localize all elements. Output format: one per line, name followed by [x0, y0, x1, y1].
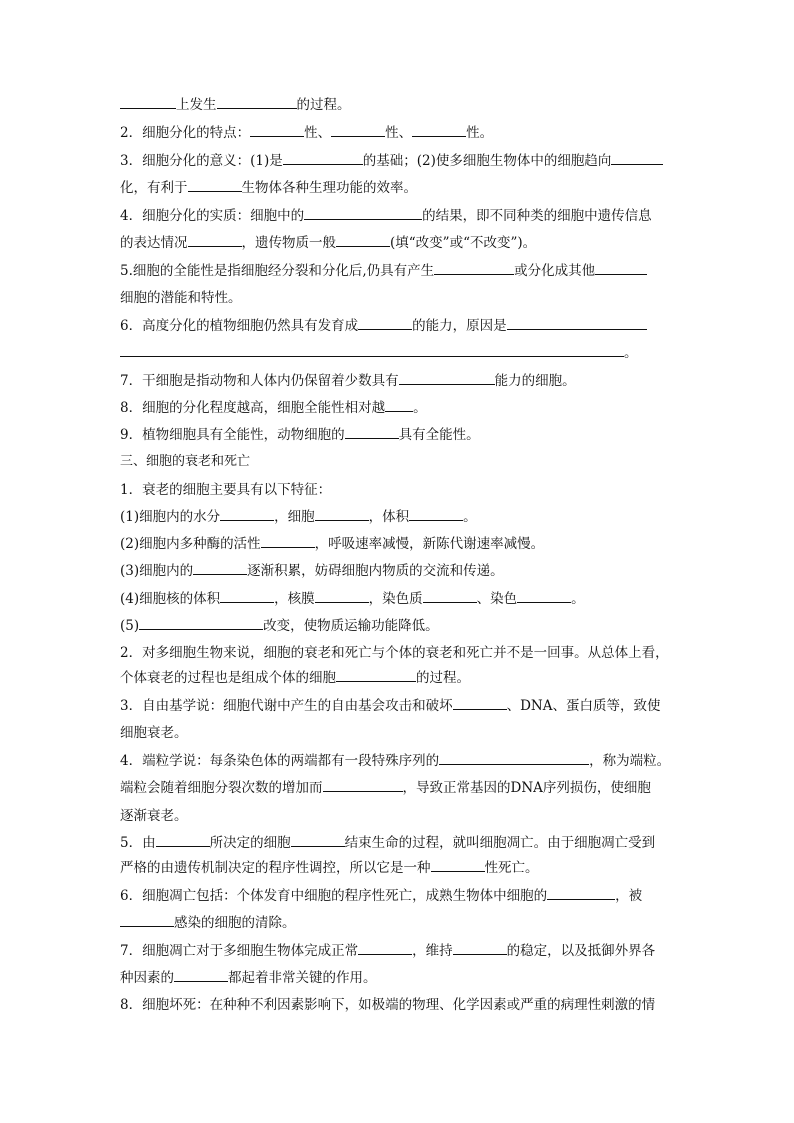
text-line [120, 834, 680, 852]
text-line [120, 669, 680, 687]
text-fragment: 的稳定，以及抵御外界各 [506, 943, 656, 959]
text-line [120, 289, 680, 307]
text-fragment: (2)细胞内多种酶的活性 [120, 536, 261, 552]
text-fragment: ，染色质 [368, 591, 423, 607]
text-fragment: 逐渐衰老。 [120, 808, 188, 824]
text-fragment: 上发生 [176, 97, 217, 113]
text-fragment: (5) [120, 618, 140, 634]
text-line [120, 535, 680, 553]
text-fragment: 、DNA、蛋白质等，致使 [506, 698, 661, 714]
text-line [120, 859, 680, 877]
text-line [120, 969, 680, 987]
blank-answer-line[interactable] [345, 426, 399, 439]
text-fragment: 严格的由遗传机制决定的程序性调控，所以它是一种 [120, 860, 431, 876]
text-fragment: 3．自由基学说：细胞代谢中产生的自由基会攻击和破坏 [120, 698, 453, 714]
blank-answer-line[interactable] [261, 535, 315, 548]
text-line [120, 262, 680, 280]
text-fragment: 逐渐积累，妨碍细胞内物质的交流和传递。 [247, 563, 504, 579]
blank-answer-line[interactable] [315, 508, 369, 521]
text-fragment: 2．对多细胞生物来说，细胞的衰老和死亡与个体的衰老和死亡并不是一回事。从总体上看， [120, 645, 669, 661]
text-fragment: ，核膜 [274, 591, 315, 607]
text-fragment: 5.细胞的全能性是指细胞经分裂和分化后,仍具有产生 [120, 263, 435, 279]
text-fragment: 的基础；(2)使多细胞生物体中的细胞趋向 [362, 153, 612, 169]
text-fragment: (4)细胞核的体积 [120, 591, 221, 607]
blank-answer-line[interactable] [193, 562, 247, 575]
text-fragment: 性、 [385, 125, 413, 141]
text-fragment: 感染的细胞的清除。 [174, 915, 296, 931]
text-fragment: ，导致正常基因的DNA序列损伤，使细胞 [402, 780, 651, 796]
section-heading [120, 453, 680, 471]
text-line [120, 124, 680, 142]
blank-answer-line[interactable] [283, 152, 363, 165]
text-fragment: 。 [571, 591, 585, 607]
blank-answer-line[interactable] [399, 372, 495, 385]
text-line [120, 752, 680, 770]
text-fragment: 都起着非常关键的作用。 [228, 970, 377, 986]
text-line [120, 779, 680, 797]
text-fragment: 细胞的潜能和特性。 [120, 290, 242, 306]
blank-answer-line[interactable] [304, 207, 422, 220]
blank-answer-line[interactable] [220, 590, 274, 603]
text-fragment: 1．衰老的细胞主要具有以下特征： [120, 482, 332, 498]
text-fragment: 6．细胞凋亡包括：个体发育中细胞的程序性死亡，成熟生物体中细胞的 [120, 888, 548, 904]
blank-answer-line[interactable] [453, 697, 507, 710]
text-fragment: 、染色 [476, 591, 518, 607]
text-line [120, 426, 680, 444]
blank-answer-line[interactable] [220, 508, 274, 521]
text-line [120, 697, 680, 715]
text-fragment: 性。 [466, 125, 494, 141]
text-line [120, 617, 680, 635]
text-fragment: 的结果，即不同种类的细胞中遗传信息 [422, 208, 652, 224]
blank-answer-line[interactable] [358, 942, 412, 955]
text-fragment: 2．细胞分化的特点： [120, 125, 251, 141]
text-fragment: 细胞衰老。 [120, 725, 188, 741]
blank-answer-line[interactable] [409, 508, 463, 521]
text-line [120, 344, 680, 362]
text-fragment: 端粒会随着细胞分裂次数的增加而 [120, 780, 323, 796]
text-fragment: 4．端粒学说：每条染色体的两端都有一段特殊序列的 [120, 753, 440, 769]
text-line [120, 807, 680, 825]
blank-answer-line[interactable] [174, 969, 228, 982]
text-line [120, 317, 680, 335]
text-fragment: 或分化成其他 [514, 263, 596, 279]
text-fragment: ，呼吸速率减慢，新陈代谢速率减慢。 [314, 536, 545, 552]
text-fragment: ，细胞 [274, 509, 315, 525]
text-line [120, 234, 680, 252]
text-line [120, 996, 680, 1014]
text-fragment: 化，有利于 [120, 180, 188, 196]
blank-answer-line[interactable] [423, 590, 477, 603]
text-fragment: 的表达情况 [120, 235, 188, 251]
text-line [120, 152, 680, 170]
text-fragment: 改变，使物质运输功能降低。 [263, 618, 439, 634]
text-fragment: 8．细胞坏死：在种种不利因素影响下，如极端的物理、化学因素或严重的病理性刺激的情 [120, 997, 656, 1013]
text-fragment: ，体积 [368, 509, 410, 525]
text-fragment: 9．植物细胞具有全能性，动物细胞的 [120, 427, 345, 443]
text-fragment: 7．细胞凋亡对于多细胞生物体完成正常 [120, 943, 359, 959]
text-fragment: 结束生命的过程，就叫细胞凋亡。由于细胞凋亡受到 [344, 835, 656, 851]
blank-answer-line[interactable] [120, 344, 624, 357]
blank-answer-line[interactable] [507, 317, 647, 330]
text-fragment: 种因素的 [120, 970, 174, 986]
text-fragment: 3．细胞分化的意义：(1)是 [120, 153, 283, 169]
blank-answer-line[interactable] [188, 234, 242, 247]
text-line [120, 481, 680, 499]
blank-answer-line[interactable] [453, 942, 507, 955]
blank-answer-line[interactable] [517, 590, 571, 603]
text-fragment: ，称为端粒。 [589, 753, 671, 769]
blank-answer-line[interactable] [120, 914, 174, 927]
blank-answer-line[interactable] [385, 399, 413, 412]
text-fragment: 所决定的细胞 [209, 835, 291, 851]
text-fragment: 4．细胞分化的实质：细胞中的 [120, 208, 305, 224]
blank-answer-line[interactable] [323, 779, 403, 792]
text-fragment: ，维持 [412, 943, 453, 959]
blank-answer-line[interactable] [412, 124, 466, 137]
blank-answer-line[interactable] [188, 179, 242, 192]
blank-answer-line[interactable] [431, 859, 485, 872]
blank-answer-line[interactable] [434, 262, 514, 275]
text-fragment: 。 [624, 345, 638, 361]
text-fragment: 6．高度分化的植物细胞仍然具有发育成 [120, 318, 359, 334]
text-fragment: (填“改变”或“不改变”)。 [390, 235, 537, 251]
blank-answer-line[interactable] [547, 887, 615, 900]
blank-answer-line[interactable] [217, 96, 297, 109]
text-fragment: 8．细胞的分化程度越高，细胞全能性相对越 [120, 400, 386, 416]
text-fragment: 的过程。 [296, 97, 351, 113]
text-line [120, 179, 680, 197]
blank-answer-line[interactable] [315, 590, 369, 603]
text-fragment: 。 [463, 509, 477, 525]
text-fragment: 能力的细胞。 [494, 373, 576, 389]
blank-answer-line[interactable] [439, 752, 589, 765]
text-fragment: 具有全能性。 [398, 427, 480, 443]
text-line [120, 887, 680, 905]
text-line [120, 399, 680, 417]
blank-answer-line[interactable] [611, 152, 663, 165]
blank-answer-line[interactable] [595, 262, 647, 275]
blank-answer-line[interactable] [291, 834, 345, 847]
text-fragment: (1)细胞内的水分 [120, 509, 221, 525]
text-line [120, 96, 680, 114]
blank-answer-line[interactable] [156, 834, 210, 847]
text-line [120, 724, 680, 742]
text-fragment: 性死亡。 [484, 860, 539, 876]
text-fragment: ，遗传物质一般 [241, 235, 336, 251]
text-line [120, 562, 680, 580]
blank-answer-line[interactable] [331, 124, 385, 137]
blank-answer-line[interactable] [336, 234, 390, 247]
text-line [120, 914, 680, 932]
text-fragment: 个体衰老的过程也是组成个体的细胞 [120, 670, 336, 686]
blank-answer-line[interactable] [336, 669, 416, 682]
blank-answer-line[interactable] [120, 96, 176, 109]
text-line [120, 207, 680, 225]
text-fragment: ，被 [615, 888, 643, 904]
text-line [120, 942, 680, 960]
blank-answer-line[interactable] [358, 317, 412, 330]
text-fragment: (3)细胞内的 [120, 563, 194, 579]
blank-answer-line[interactable] [250, 124, 304, 137]
text-fragment: 的过程。 [416, 670, 470, 686]
text-fragment: 生物体各种生理功能的效率。 [241, 180, 417, 196]
text-line [120, 372, 680, 390]
text-fragment: 的能力，原因是 [412, 318, 507, 334]
text-line [120, 644, 680, 662]
text-fragment: 5．由 [120, 835, 156, 851]
text-fragment: 7．干细胞是指动物和人体内仍保留着少数具有 [120, 373, 399, 389]
text-line [120, 590, 680, 608]
blank-answer-line[interactable] [139, 617, 263, 630]
text-fragment: 性、 [304, 125, 332, 141]
text-fragment: 。 [413, 400, 427, 416]
text-fragment: 三、细胞的衰老和死亡 [120, 454, 251, 469]
text-line [120, 508, 680, 526]
